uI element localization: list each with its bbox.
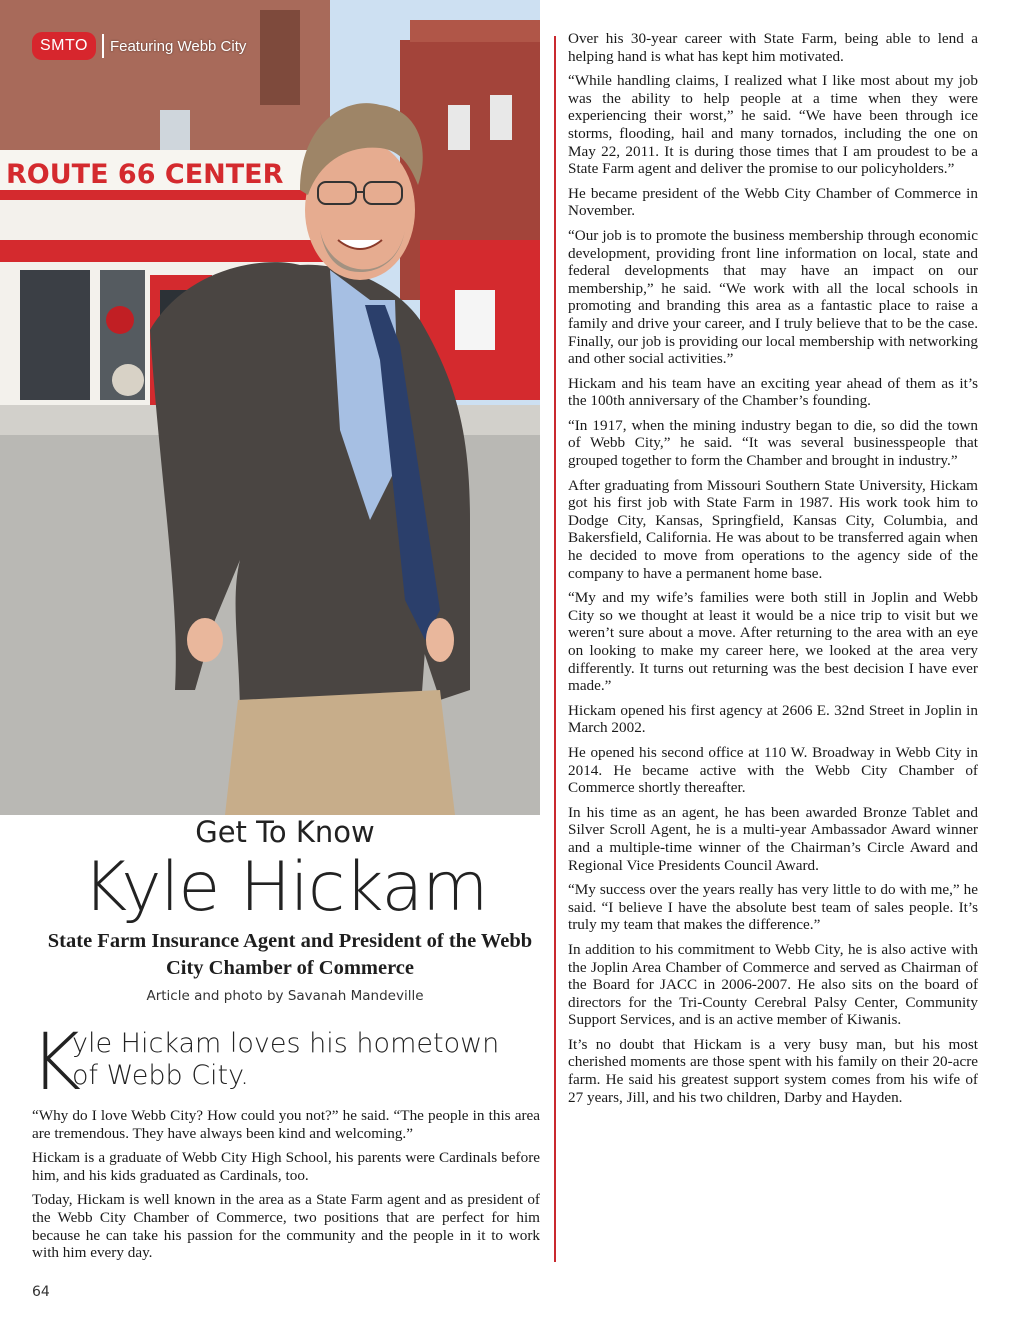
body-paragraph: “My success over the years really has very little to do with me,” he said. “I believe I have the absolute best team of sales people. It’s truly my team that makes the difference.” [568,881,978,934]
section-label [32,32,246,60]
body-paragraph: “While handling claims, I realized what I like most about my job was the ability to help people at a time when they were experiencing their worst,” he said. “We have been through ice storms, flooding, hail and many tornados, including the one on May 22, 2011. It is during those times that I am proudest to be a State Farm agent and deliver the promise to our policyholders.” [568,72,978,178]
section-title: Featuring Webb City [109,37,247,55]
body-paragraph: After graduating from Missouri Southern State University, Hickam got his first job with State Farm in 1987. His work took him to Dodge City, Kansas, Springfield, Kansas City, Columbia, and Bakersfield, California. He was about to be transferred again when he decided to move from operations to the agency side of the company to have a permanent home base. [568,476,978,582]
body-paragraph: Over his 30-year career with State Farm, being able to lend a helping hand is what has kept him motivated. [568,30,978,65]
article-headline: Kyle Hickam [82,848,488,927]
lede-line-1: yle Hickam loves his hometown [72,1028,500,1059]
drop-cap: K [30,1018,82,1108]
column-divider [554,36,556,1262]
body-paragraph: Hickam opened his first agency at 2606 E. 32nd Street in Joplin in March 2002. [568,701,978,737]
article-lede [72,1028,542,1092]
body-paragraph: “Our job is to promote the business membership through economic development, providing front line information on local, state and federal developments that may have an impact on our membership,” he said. “We work with all the local schools in promoting and branding this area as a fantastic place to raise a family and drive your career, and I truly believe that to be the case. Finally, our job is providing our local membership with networking and other social activities.” [568,226,978,368]
article-body-right [568,30,978,1113]
body-paragraph: He opened his second office at 110 W. Broadway in Webb City in 2014. He became active with the Webb City Chamber of Commerce shortly thereafter. [568,743,978,797]
body-paragraph: It’s no doubt that Hickam is a very busy man, but his most cherished moments are those spent with his family on their 20-acre farm. He said his greatest support system comes from his wife of 27 years, Jill, and his two children, Darby and Hayden. [568,1035,978,1106]
body-paragraph: In his time as an agent, he has been awarded Bronze Tablet and Silver Scroll Agent, he is a multi-year Ambassador Award winner and a multiple-time winner of the Chairman’s Circle Award and Regional Vice Presidents Council Award. [568,803,978,874]
storefront-portrait-illustration [0,0,540,815]
body-paragraph: He became president of the Webb City Chamber of Commerce in November. [568,184,978,220]
body-paragraph: “Why do I love Webb City? How could you not?” he said. “The people in this area are tremendous. They have always been kind and welcoming.” [32,1107,540,1142]
badge-divider [102,34,104,58]
article-kicker: Get To Know [195,815,375,849]
article-subtitle: State Farm Insurance Agent and President of the Webb City Chamber of Commerce [47,930,533,979]
magazine-badge: SMTO [32,32,96,60]
feature-photo [0,0,540,815]
lede-line-2: of Webb City. [72,1060,249,1091]
body-paragraph: Hickam is a graduate of Webb City High School, his parents were Cardinals before him, and his kids graduated as Cardinals, too. [32,1149,540,1184]
page-number: 64 [32,1284,50,1300]
body-paragraph: In addition to his commitment to Webb City, he is also active with the Joplin Area Chamber of Commerce and served as Chairman of the Board for JACC in 2006-2007. He also sits on the board of directors for the Tri-County Cerebral Palsy Center, Community Support Services, and is an active member of Kiwanis. [568,940,978,1029]
article-byline: Article and photo by Savanah Mandeville [146,988,424,1004]
article-body-left [32,1107,540,1269]
body-paragraph: “In 1917, when the mining industry began to die, so did the town of Webb City,” he said. “It was several businesspeople that grouped together to form the Chamber and brought in industry.” [568,416,978,470]
body-paragraph: Today, Hickam is well known in the area as a State Farm agent and as president of the Webb City Chamber of Commerce, two positions that are perfect for him because he can take his passion for the community and the people in it to work with him every day. [32,1191,540,1262]
storefront-sign: ROUTE 66 CENTER [6,159,284,190]
body-paragraph: Hickam and his team have an exciting year ahead of them as it’s the 100th anniversary of the Chamber’s founding. [568,374,978,410]
body-paragraph: “My and my wife’s families were both still in Joplin and Webb City so we thought at least it would be a nice trip to visit but we weren’t sure about a move. After returning to the area with an eye on looking to make my career here, we looked at the area very differently. It turns out returning was the best decision I have ever made.” [568,589,978,695]
